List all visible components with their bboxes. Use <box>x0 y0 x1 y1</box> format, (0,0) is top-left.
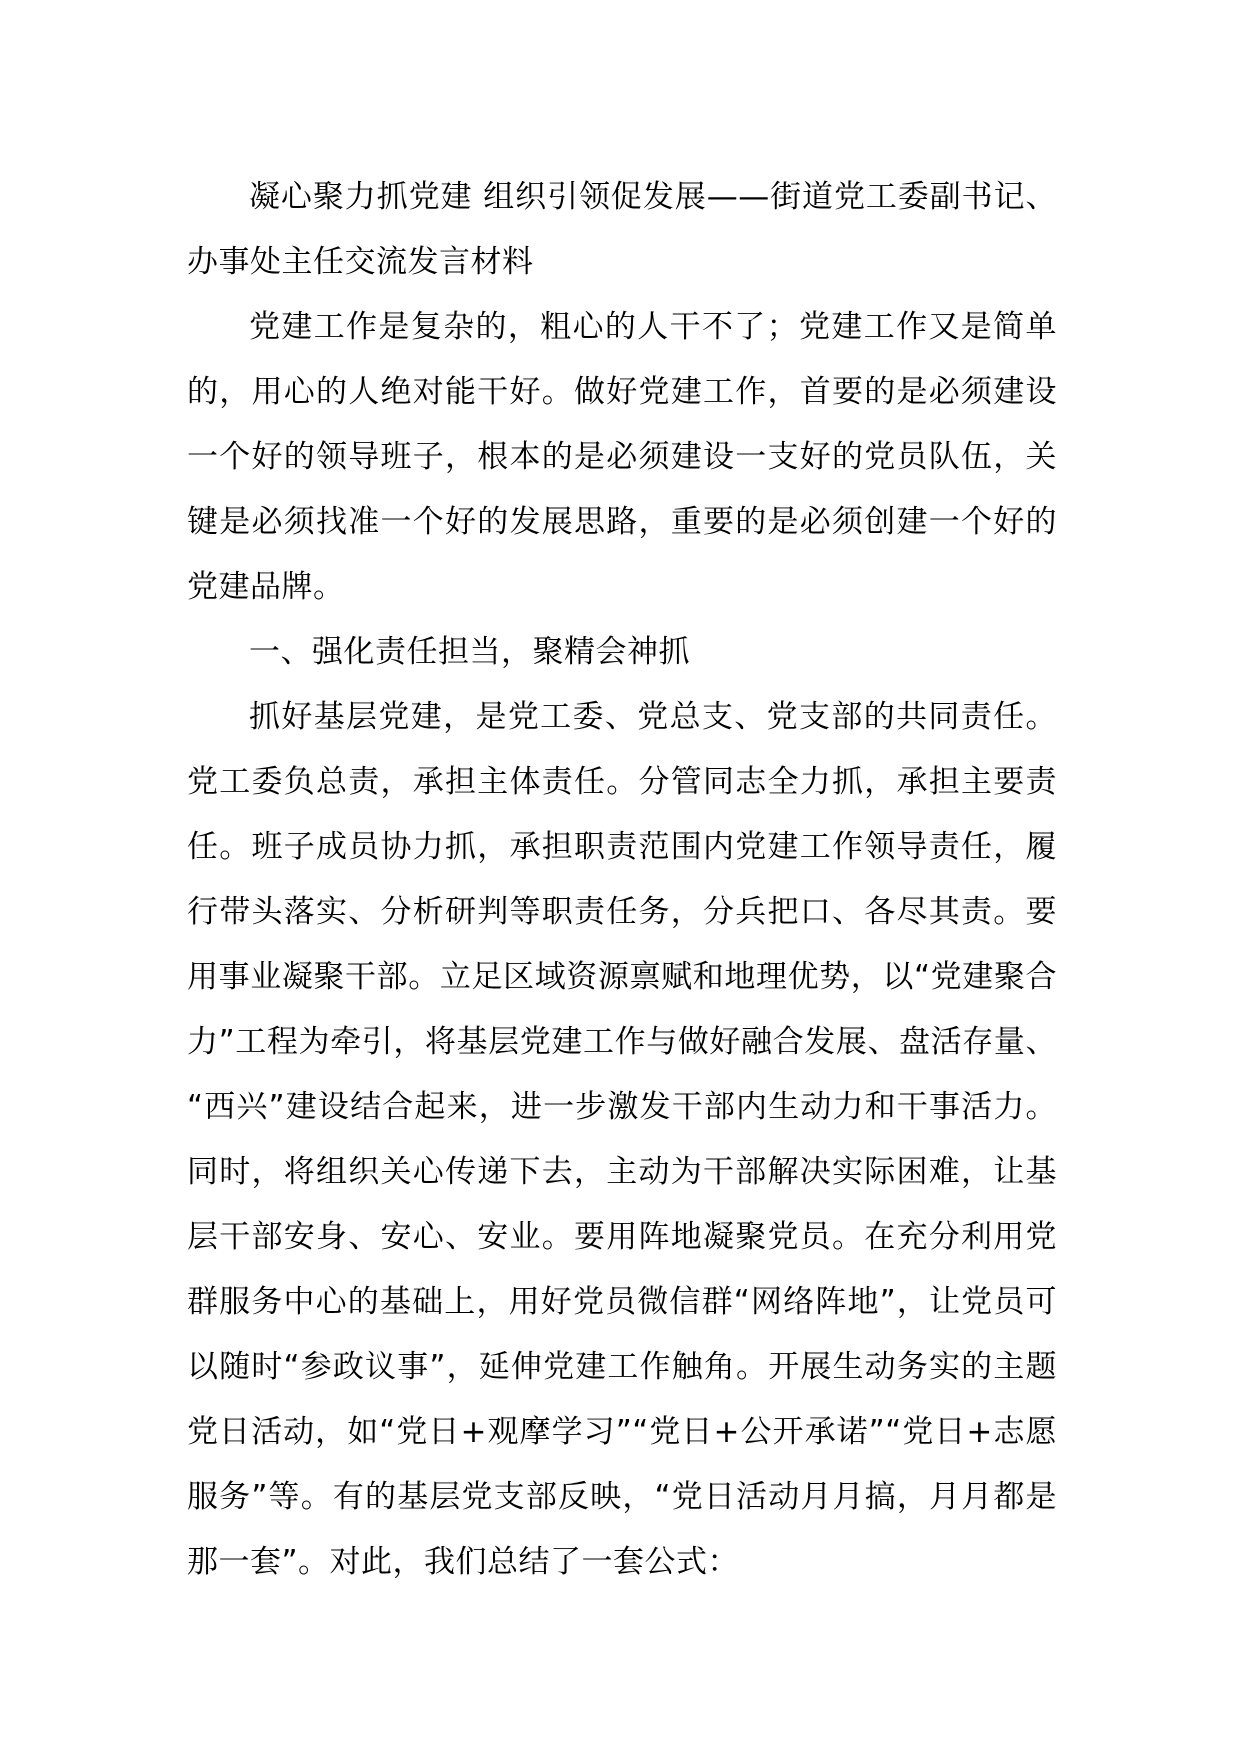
document-body <box>187 165 1057 1595</box>
paragraph-intro: 党建工作是复杂的，粗心的人干不了；党建工作又是简单的，用心的人绝对能干好。做好党建工作，首要的是必须建设一个好的领导班子，根本的是必须建设一支好的党员队伍，关键是必须找准一个好的发展思路，重要的是必须创建一个好的党建品牌。 <box>187 309 1057 605</box>
section-heading-1: 一、强化责任担当，聚精会神抓 <box>249 634 690 670</box>
paragraph-section-1: 抓好基层党建，是党工委、党总支、党支部的共同责任。党工委负总责，承担主体责任。分管同志全力抓，承担主要责任。班子成员协力抓，承担职责范围内党建工作领导责任，履行带头落实、分析研判等职责任务，分兵把口、各尽其责。要用事业凝聚干部。立足区域资源禀赋和地理优势，以“党建聚合力”工程为牵引，将基层党建工作与做好融合发展、盘活存量、“西兴”建设结合起来，进一步激发干部内生动力和干事活力。同时，将组织关心传递下去，主动为干部解决实际困难，让基层干部安身、安心、安业。要用阵地凝聚党员。在充分利用党群服务中心的基础上，用好党员微信群“网络阵地”，让党员可以随时“参政议事”，延伸党建工作触角。开展生动务实的主题党日活动，如“党日+观摩学习”“党日+公开承诺”“党日+志愿服务”等。有的基层党支部反映，“党日活动月月搞，月月都是那一套”。对此，我们总结了一套公式： <box>187 699 1057 1580</box>
document-title: 凝心聚力抓党建 组织引领促发展——街道党工委副书记、办事处主任交流发言材料 <box>187 179 1057 280</box>
